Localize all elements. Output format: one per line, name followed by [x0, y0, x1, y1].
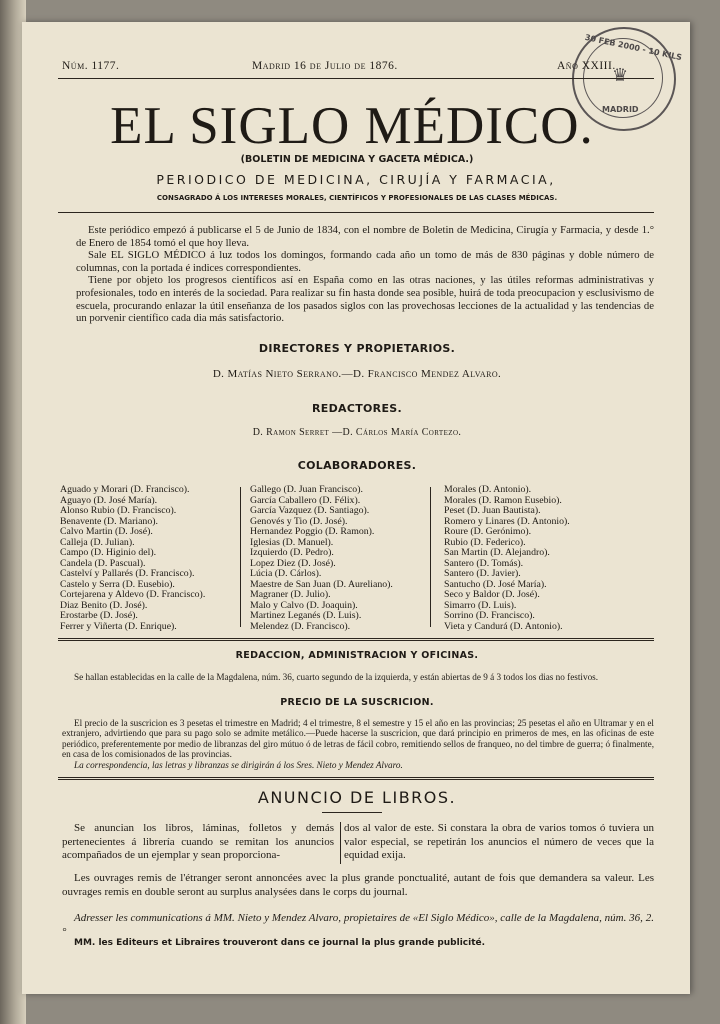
redactores-heading: REDACTORES.: [312, 402, 402, 415]
collaborator-name: Diaz Benito (D. José).: [60, 599, 148, 611]
collaborators-column-1: [60, 485, 242, 632]
collaborator-name: Roure (D. Gerónimo).: [444, 526, 532, 537]
column-divider: [430, 487, 431, 627]
newspaper-page: [22, 22, 690, 994]
collaborators-column-2: [250, 485, 440, 632]
collaborator-name: Cortejarena y Aldevo (D. Francisco).: [60, 589, 206, 600]
collaborator-name: Aguayo (D. José María).: [60, 494, 158, 506]
colaboradores-heading: COLABORADORES.: [297, 459, 417, 472]
directores-heading: DIRECTORES Y PROPIETARIOS.: [258, 342, 456, 355]
collaborator-name: Morales (D. Ramon Eusebio).: [444, 494, 562, 506]
collaborator-name: Gallego (D. Juan Francisco).: [250, 484, 363, 495]
collaborator-name: Santero (D. Tomás).: [444, 557, 524, 569]
collaborator-name: Ferrer y Viñerta (D. Enrique).: [60, 620, 177, 632]
intro-text: [76, 224, 654, 325]
redaccion-heading: REDACCION, ADMINISTRACION Y OFICINAS.: [235, 650, 479, 661]
subtitle: (BOLETIN DE MEDICINA Y GACETA MÉDICA.): [240, 154, 474, 165]
dedication-rule: [58, 212, 654, 213]
collaborator-name: Lopez Diez (D. José).: [250, 557, 336, 569]
stamp-bottom-text: MADRID: [602, 105, 639, 114]
anuncio-address: Adresser les communications á MM. Nieto y Mendez Alvaro, propietaires de «El Siglo Médico», calle de la Magdalena, núm. 36, 2.°: [62, 912, 654, 938]
stamp-top-text: 30 FEB 2000 - 10 KILS: [584, 32, 683, 63]
precio-note: La correspondencia, las letras y libranzas se dirigirán á los Sres. Nieto y Mendez Alvaro.: [74, 760, 403, 770]
anuncio-right-column: dos al valor de este. Si constara la obra de varios tomos ó tuviera un valor especial, se repetirán los anuncios el número de veces que la equidad exija.: [344, 822, 654, 861]
precio-heading: PRECIO DE LA SUSCRICION.: [280, 697, 434, 708]
precio-text: El precio de la suscricion es 3 pesetas el trimestre en Madrid; 4 el trimestre, 8 el semestre y 15 el año en las provincias; 25 pesetas el año en Ultramar y en el extranjero, advirtiendo que para su pago solo se admite metálico.—Puede hacerse la suscricion, que dará principio en primeros de mes, en las oficinas de este periódico, preferentemente por medio de libranzas del giro mútuo ó de letras de fácil cobro, remitiendo sellos de franqueo, no del timbre de guerra; ó finalmente, en casa de los comisionados de las provincias.: [62, 718, 654, 759]
collaborator-name: Santucho (D. José María).: [444, 578, 547, 590]
collaborator-name: Erostarbe (D. José).: [60, 610, 138, 621]
collaborator-name: Malo y Calvo (D. Joaquin).: [250, 599, 358, 611]
redactores-names: D. Ramon Serret —D. Cárlos María Cortezo.: [252, 427, 462, 438]
collaborator-name: Izquierdo (D. Pedro).: [250, 547, 334, 558]
section-rule: [58, 638, 654, 641]
collaborator-name: Castelví y Pallarés (D. Francisco).: [60, 568, 195, 579]
collaborators-column-3: [444, 485, 634, 632]
collaborator-name: Melendez (D. Francisco).: [250, 620, 351, 632]
column-divider: [340, 822, 341, 864]
collaborator-name: Calvo Martin (D. José).: [60, 526, 153, 537]
directores-names: D. Matías Nieto Serrano.—D. Francisco Mendez Alvaro.: [212, 368, 502, 380]
collaborator-name: Vieta y Candurá (D. Antonio).: [444, 620, 563, 632]
collaborator-name: Campo (D. Higinio del).: [60, 547, 157, 558]
collaborator-name: Genovés y Tio (D. José).: [250, 515, 348, 527]
intro-paragraph: Tiene por objeto los progresos científicos así en España como en las otras naciones, y las útiles reformas administrativas y profesionales, todo en interés de la sociedad. Para realizar su fin hasta donde sea posible, huirá de toda preocupacion y esclusivismo de escuela, procurando enlazar la útil enseñanza de los pasados siglos con las provechosas lecciones de la actualidad y las tendencias de un porvenir científico cada dia más satisfactorio.: [76, 274, 654, 325]
collaborator-name: Martinez Leganés (D. Luis).: [250, 610, 362, 621]
column-divider: [240, 487, 241, 627]
page-title: EL SIGLO MÉDICO.: [110, 97, 594, 155]
collaborator-name: Rubio (D. Federico).: [444, 536, 526, 548]
collaborator-name: Candela (D. Pascual).: [60, 557, 146, 569]
collaborator-name: Peset (D. Juan Bautista).: [444, 505, 541, 516]
tagline: PERIODICO DE MEDICINA, CIRUJÍA Y FARMACIA,: [156, 172, 556, 187]
collaborator-name: Simarro (D. Luis).: [444, 599, 517, 611]
collaborator-name: Seco y Baldor (D. José).: [444, 589, 540, 600]
dedication: CONSAGRADO Á LOS INTERESES MORALES, CIENTÍFICOS Y PROFESIONALES DE LAS CLASES MÉDICAS.: [156, 194, 558, 202]
anuncio-footer: MM. les Editeurs et Libraires trouveront dans ce journal la plus grande publicité.: [74, 938, 486, 948]
collaborator-name: Benavente (D. Mariano).: [60, 515, 158, 527]
anuncio-french-text: Les ouvrages remis de l'étranger seront annoncées avec la plus grande ponctualité, autant de fois que demandera sa valeur. Les ouvrages remis en double seront au surplus analysées dans le corps du journal.: [62, 872, 654, 898]
collaborator-name: Iglesias (D. Manuel).: [250, 536, 334, 548]
intro-paragraph: Este periódico empezó á publicarse el 5 de Junio de 1834, con el nombre de Boletin de Medicina, Cirugía y Farmacia, y desde 1.° de Enero de 1854 tomó el que hoy lleva.: [76, 224, 654, 249]
issue-date: Madrid 16 de Julio de 1876.: [252, 60, 398, 72]
intro-paragraph: Sale EL SIGLO MÉDICO á luz todos los domingos, formando cada año un tomo de más de 830 páginas y doble número de columnas, con la portada é indices correspondientes.: [76, 249, 654, 274]
crown-icon: ♛: [612, 65, 629, 86]
collaborator-name: Lúcia (D. Cárlos).: [250, 568, 322, 579]
collaborator-name: San Martin (D. Alejandro).: [444, 547, 550, 558]
collaborator-name: Hernandez Poggio (D. Ramon).: [250, 526, 375, 537]
collaborator-name: Morales (D. Antonio).: [444, 484, 532, 495]
issue-year: Año XXIII.: [557, 60, 616, 72]
section-rule: [58, 777, 654, 780]
collaborator-name: Alonso Rubio (D. Francisco).: [60, 505, 177, 516]
collaborator-name: Sorrino (D. Francisco).: [444, 610, 535, 621]
collaborator-name: Romero y Linares (D. Antonio).: [444, 515, 570, 527]
collaborator-name: Castelo y Serra (D. Eusebio).: [60, 578, 175, 590]
collaborator-name: García Vazquez (D. Santiago).: [250, 505, 370, 516]
anuncio-heading: ANUNCIO DE LIBROS.: [257, 788, 457, 807]
collaborator-name: Santero (D. Javier).: [444, 568, 521, 579]
collaborator-name: García Caballero (D. Félix).: [250, 494, 361, 506]
header-rule: [58, 78, 654, 79]
anuncio-left-column: Se anuncian los libros, láminas, folletos y demás pertenecientes á librería cuando se remitan los anuncios acompañados de un ejemplar y sean proporciona-: [62, 822, 334, 861]
collaborator-name: Calleja (D. Julian).: [60, 536, 135, 548]
redaccion-text: Se hallan establecidas en la calle de la Magdalena, núm. 36, cuarto segundo de la izquierda, y están abiertas de 9 á 3 todos los dias no festivos.: [74, 672, 599, 682]
collaborator-name: Magraner (D. Julio).: [250, 589, 331, 600]
issue-number: Núm. 1177.: [62, 60, 120, 72]
collaborator-name: Aguado y Morari (D. Francisco).: [60, 484, 190, 495]
anuncio-rule: [322, 812, 382, 813]
collaborator-name: Maestre de San Juan (D. Aureliano).: [250, 578, 393, 590]
